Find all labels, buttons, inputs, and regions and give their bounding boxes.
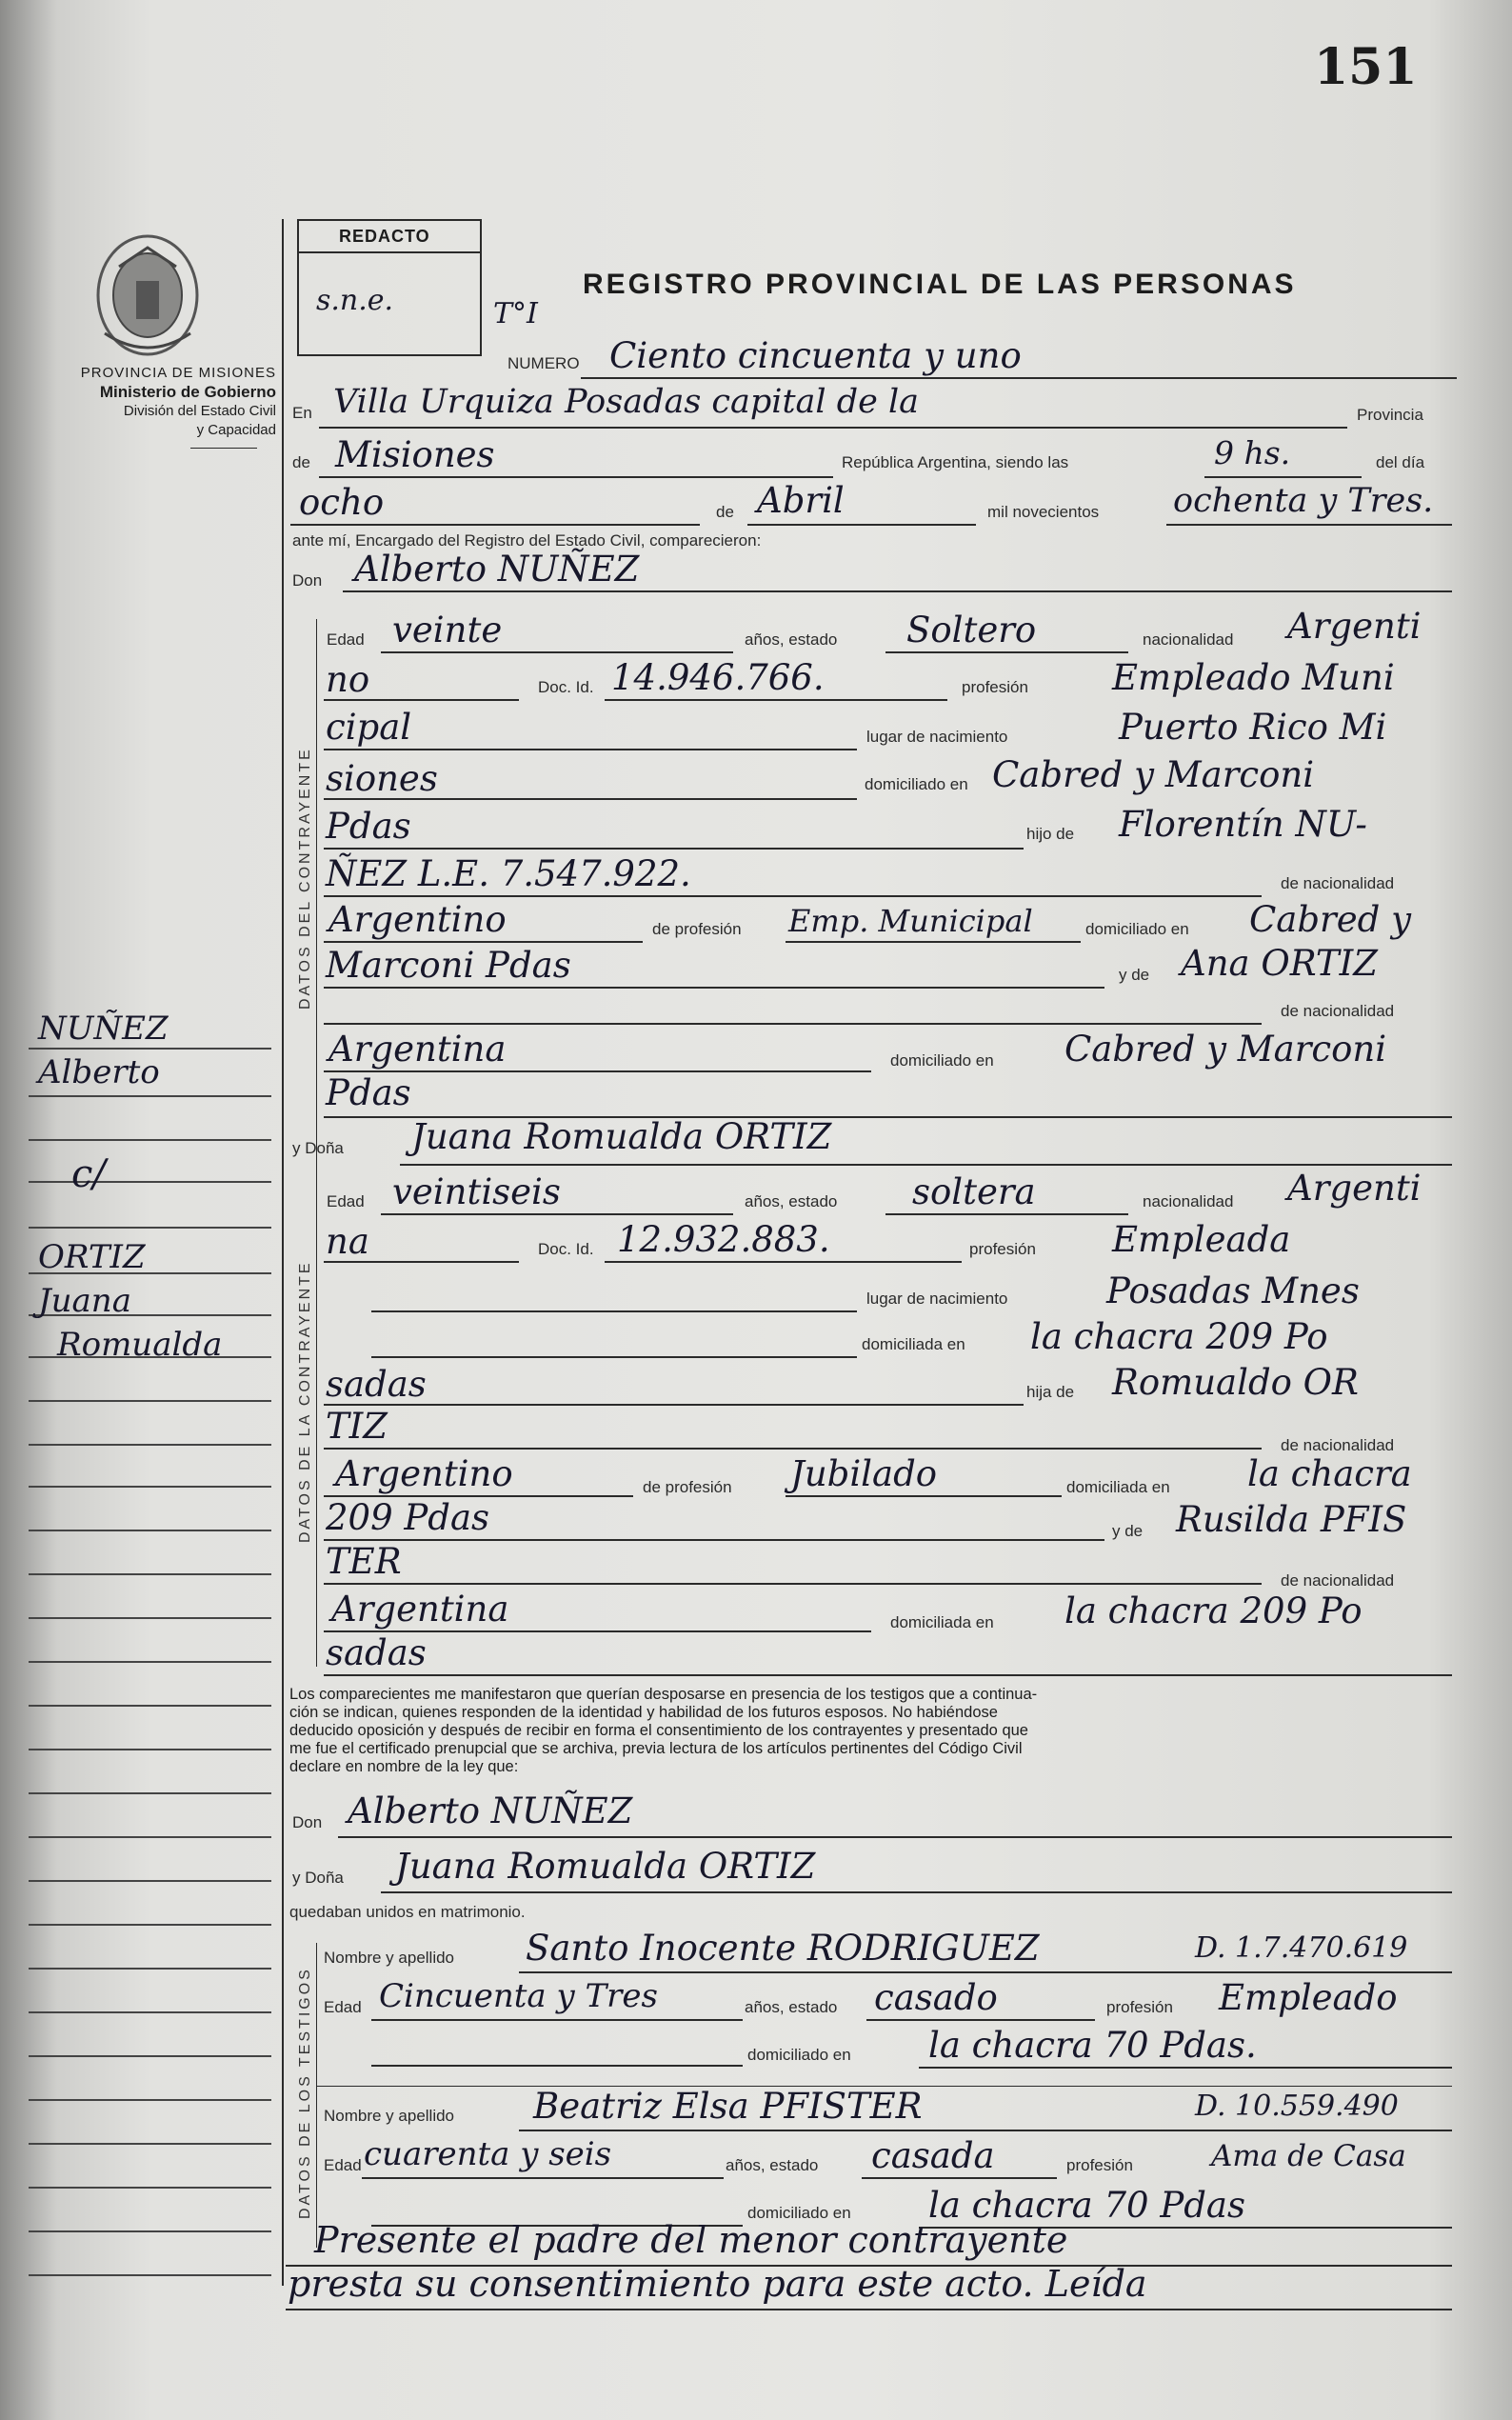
contrayenta-side-label: DATOS DE LA CONTRAYENTE [297, 1260, 313, 1543]
contrayenta-domicilio-b: sadas [326, 1364, 427, 1405]
republica-label: República Argentina, siendo las [842, 453, 1069, 471]
contrayente-padre-b: ÑEZ L.E. 7.547.922. [326, 853, 691, 894]
contrayenta-doc: 12.932.883. [617, 1219, 830, 1260]
del-dia-label: del día [1376, 453, 1425, 471]
contrayenta-padre-domic-b: 209 Pdas [326, 1497, 490, 1538]
nacionalidad-label: nacionalidad [1143, 630, 1234, 649]
madre-de-nacionalidad-label: de nacionalidad [1281, 1002, 1395, 1020]
t2-nombre-label: Nombre y apellido [324, 2107, 455, 2125]
acta-numero: Ciento cincuenta y uno [609, 335, 1022, 376]
testigo1-estado: casado [874, 1977, 998, 2018]
hijo-label: hijo de [1026, 825, 1075, 843]
contrayente-estado: Soltero [906, 610, 1037, 650]
contrayenta-madre-a: Rusilda PFIS [1176, 1499, 1407, 1540]
testigos-side-label: DATOS DE LOS TESTIGOS [297, 1967, 313, 2219]
testigo2-domic: la chacra 70 Pdas [928, 2185, 1245, 2226]
contrayenta-nacionalidad-b: na [326, 1221, 369, 1262]
register-title: REGISTRO PROVINCIAL DE LAS PERSONAS [583, 269, 1297, 300]
t2-anos-label: años, estado [726, 2156, 819, 2174]
tomo: T°I [493, 297, 538, 330]
lugar-label-2: lugar de nacimiento [866, 1290, 1008, 1308]
contrayente-padre-domic-b: Marconi Pdas [326, 945, 571, 986]
declaracion-dona: Juana Romualda ORTIZ [395, 1846, 816, 1887]
t2-domic-label: domiciliado en [747, 2204, 851, 2222]
contrayenta-padre-prof: Jubilado [790, 1453, 938, 1494]
contrayenta-profesion: Empleada [1112, 1219, 1291, 1260]
contrayenta-madre-b: TER [326, 1541, 402, 1582]
declaracion-texto [289, 1686, 1456, 1776]
redacto-box [297, 219, 482, 356]
numero-label: NUMERO [507, 354, 580, 372]
madre-de-nacionalidad-label-2: de nacionalidad [1281, 1571, 1395, 1590]
declaracion-don: Alberto NUÑEZ [348, 1790, 633, 1831]
t1-domic-label: domiciliado en [747, 2046, 851, 2064]
page-number: 151 [1314, 38, 1418, 96]
contrayenta-nombre: Juana Romualda ORTIZ [411, 1116, 832, 1157]
contrayente-domicilio-a: Cabred y Marconi [992, 754, 1315, 795]
acta-lugar: Villa Urquiza Posadas capital de la [333, 383, 920, 421]
madre-domiciliada-label: domiciliada en [890, 1613, 994, 1631]
coat-of-arms-icon [90, 229, 205, 362]
mil-label: mil novecientos [987, 503, 1100, 521]
doc-label: Doc. Id. [538, 678, 594, 696]
t2-edad-label: Edad [324, 2156, 362, 2174]
acta-hora: 9 hs. [1214, 434, 1291, 471]
contrayente-padre-nac: Argentino [328, 899, 507, 940]
testigo1-prof: Empleado [1219, 1977, 1398, 2018]
declaracion-line-5: declare en nombre de la ley que: [289, 1758, 519, 1775]
y-de-label: y de [1119, 966, 1150, 984]
t1-nombre-label: Nombre y apellido [324, 1949, 455, 1967]
padre-domiciliado-label: domiciliado en [1085, 920, 1189, 938]
testigo1-doc: D. 1.7.470.619 [1195, 1931, 1408, 1965]
contrayente-madre-domic-b: Pdas [326, 1072, 411, 1113]
hija-label: hija de [1026, 1383, 1075, 1401]
t1-edad-label: Edad [324, 1998, 362, 2016]
office-line-2: Ministerio de Gobierno [99, 383, 276, 401]
edad-label-2: Edad [327, 1192, 365, 1210]
contrayenta-estado: soltera [912, 1171, 1036, 1212]
testigo2-edad: cuarenta y seis [364, 2135, 612, 2173]
contrayenta-nacionalidad-a: Argenti [1287, 1168, 1422, 1209]
declaracion-don-label: Don [292, 1813, 323, 1831]
office-line-1: PROVINCIA DE MISIONES [80, 365, 276, 381]
margen-apellido-2: ORTIZ [38, 1238, 146, 1276]
de-profesion-label: de profesión [652, 920, 742, 938]
acta-dia: ocho [299, 482, 385, 523]
de-nacionalidad-label-2: de nacionalidad [1281, 1436, 1395, 1454]
don-label: Don [292, 571, 323, 590]
contrayente-edad: veinte [392, 610, 503, 650]
mes-label: de [716, 503, 734, 521]
t1-anos-label: años, estado [745, 1998, 838, 2016]
contrayente-domicilio-b: Pdas [326, 806, 411, 847]
contrayenta-domicilio-a: la chacra 209 Po [1030, 1316, 1328, 1357]
contrayenta-padre-a: Romualdo OR [1112, 1362, 1359, 1403]
de-nacionalidad-label: de nacionalidad [1281, 874, 1395, 892]
t2-prof-label: profesión [1066, 2156, 1133, 2174]
contrayente-side-label: DATOS DEL CONTRAYENTE [297, 747, 313, 1010]
ante-label: ante mí, Encargado del Registro del Estado Civil, comparecieron: [292, 531, 762, 550]
contrayenta-padre-b: TIZ [326, 1406, 388, 1447]
acta-anio: ochenta y Tres. [1173, 482, 1434, 520]
edad-label: Edad [327, 630, 365, 649]
en-label: En [292, 404, 312, 422]
margen-nombre-1: Alberto [38, 1053, 160, 1091]
nacionalidad-label-2: nacionalidad [1143, 1192, 1234, 1210]
testigo2-prof: Ama de Casa [1211, 2139, 1406, 2173]
dona-label: y Doña [292, 1139, 344, 1157]
contrayenta-lugar: Posadas Mnes [1106, 1270, 1360, 1311]
margen-nombre-2b: Romualda [57, 1326, 223, 1364]
margen-apellido-1: NUÑEZ [38, 1010, 169, 1048]
contrayente-nacionalidad-a: Argenti [1287, 606, 1422, 647]
t1-prof-label: profesión [1106, 1998, 1173, 2016]
office-line-3: División del Estado Civil [123, 403, 276, 419]
redacto-value: s.n.e. [316, 284, 394, 317]
madre-domiciliado-label: domiciliado en [890, 1051, 994, 1070]
declaracion-dona-label: y Doña [292, 1869, 344, 1887]
contrayenta-padre-domic-a: la chacra [1247, 1453, 1412, 1494]
contrayenta-edad: veintiseis [392, 1171, 561, 1212]
contrayente-profesion-b: cipal [326, 707, 412, 748]
acta-mes: Abril [757, 480, 845, 521]
domiciliado-label: domiciliado en [865, 775, 968, 793]
contrayente-profesion-a: Empleado Muni [1112, 657, 1395, 698]
contrayente-nacionalidad-b: no [326, 659, 370, 700]
provincia-label: Provincia [1357, 406, 1423, 424]
margen-con: c/ [71, 1152, 106, 1196]
declaracion-line-4: me fue el certificado prenupcial que se archiva, previa lectura de los artículos pertinentes del Código Civil [289, 1740, 1023, 1757]
testigo1-nombre: Santo Inocente RODRIGUEZ [526, 1928, 1040, 1969]
office-line-4: y Capacidad [196, 422, 276, 438]
contrayente-madre-domic-a: Cabred y Marconi [1064, 1029, 1387, 1070]
contrayenta-padre-nac: Argentino [335, 1453, 513, 1494]
domiciliada-label: domiciliada en [862, 1335, 965, 1353]
contrayente-padre-a: Florentín NU- [1119, 804, 1367, 845]
y-de-label-2: y de [1112, 1522, 1144, 1540]
contrayente-madre-nac: Argentina [328, 1029, 507, 1070]
testigo1-edad: Cincuenta y Tres [379, 1977, 659, 2015]
declaracion-line-3: deducido oposición y después de recibir en forma el consentimiento de los contrayentes y presentado que [289, 1722, 1028, 1739]
anos-label-2: años, estado [745, 1192, 838, 1210]
contrayente-padre-prof: Emp. Municipal [788, 903, 1033, 939]
doc-label-2: Doc. Id. [538, 1240, 594, 1258]
de-label: de [292, 453, 310, 471]
declaracion-line-2: ción se indican, quienes responden de la identidad y habilidad de los futuros esposos. No habiéndose [289, 1704, 998, 1721]
lugar-label: lugar de nacimiento [866, 728, 1008, 746]
testigo1-domic: la chacra 70 Pdas. [928, 2025, 1257, 2066]
declaracion-line-1: Los comparecientes me manifestaron que querían desposarse en presencia de los testigos que a continua- [289, 1686, 1038, 1703]
profesion-label: profesión [962, 678, 1028, 696]
contrayente-lugar-a: Puerto Rico Mi [1119, 707, 1387, 748]
contrayenta-madre-domic-a: la chacra 209 Po [1064, 1590, 1363, 1631]
contrayente-lugar-b: siones [326, 758, 438, 799]
nota-line-2: presta su consentimiento para este acto. Leída [288, 2263, 1147, 2305]
testigo2-estado: casada [871, 2135, 995, 2176]
unidos-label: quedaban unidos en matrimonio. [289, 1903, 526, 1921]
contrayente-padre-domic-a: Cabred y [1249, 899, 1411, 940]
redacto-label: REDACTO [339, 227, 430, 246]
profesion-label-2: profesión [969, 1240, 1036, 1258]
contrayente-madre: Ana ORTIZ [1181, 943, 1378, 984]
testigo2-nombre: Beatriz Elsa PFISTER [533, 2086, 923, 2127]
contrayenta-madre-domic-b: sadas [326, 1632, 427, 1673]
anos-label: años, estado [745, 630, 838, 649]
acta-provincia: Misiones [335, 434, 495, 475]
nota-line-1: Presente el padre del menor contrayente [314, 2219, 1068, 2261]
padre-domiciliada-label: domiciliada en [1066, 1478, 1170, 1496]
margen-nombre-2a: Juana [38, 1282, 131, 1320]
office-block [19, 364, 276, 440]
acta-don: Alberto NUÑEZ [354, 549, 640, 590]
de-profesion-label-2: de profesión [643, 1478, 732, 1496]
contrayente-doc: 14.946.766. [611, 657, 825, 698]
contrayenta-madre-nac: Argentina [331, 1589, 509, 1630]
testigo2-doc: D. 10.559.490 [1195, 2090, 1399, 2123]
